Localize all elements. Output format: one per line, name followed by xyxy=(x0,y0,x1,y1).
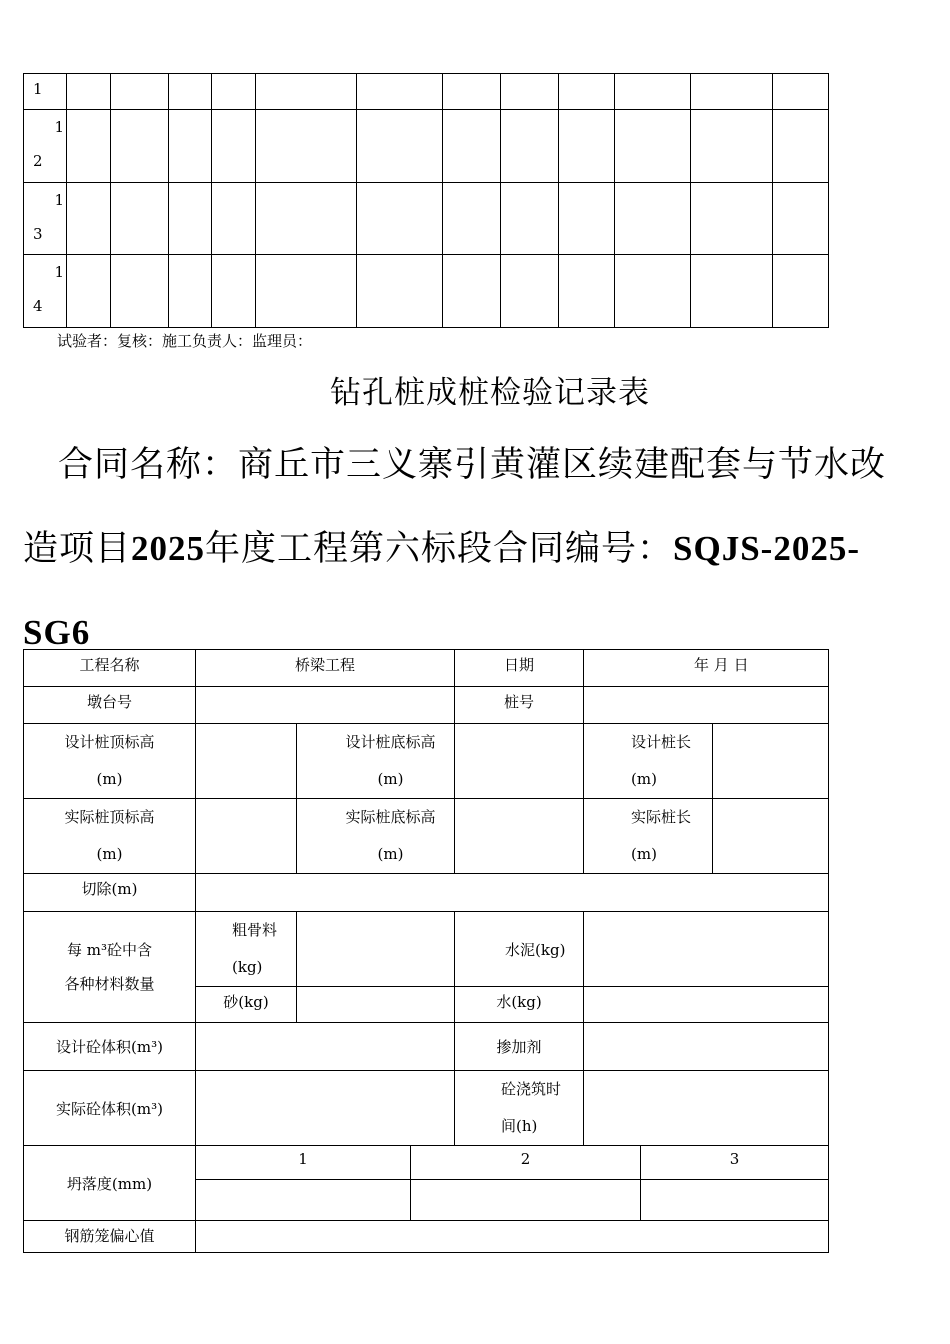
pier-label: 墩台号 xyxy=(24,687,196,724)
table-row xyxy=(24,799,829,874)
unit-text: (m) xyxy=(96,845,123,863)
grid-cell[interactable] xyxy=(691,74,773,110)
table-row xyxy=(24,724,829,799)
cage-label: 钢筋笼偏心值 xyxy=(24,1221,196,1253)
table-row xyxy=(24,183,829,255)
design-len-input[interactable] xyxy=(713,724,829,799)
slump-input-2[interactable] xyxy=(411,1180,641,1221)
grid-cell[interactable] xyxy=(357,183,443,255)
grid-cell[interactable] xyxy=(501,255,559,328)
table-row xyxy=(24,874,829,912)
grid-cell[interactable] xyxy=(773,183,829,255)
date-label: 日期 xyxy=(455,650,584,687)
cement-input[interactable] xyxy=(584,912,829,987)
grid-cell[interactable] xyxy=(501,74,559,110)
grid-cell[interactable] xyxy=(615,183,691,255)
table-row xyxy=(24,1146,829,1180)
row-number-part: 1 xyxy=(54,191,64,209)
label-text: 间(h) xyxy=(501,1117,538,1135)
cut-label: 切除(m) xyxy=(24,874,196,912)
label-text: 实际桩顶标高 xyxy=(64,808,155,826)
table-row xyxy=(24,912,829,987)
label-text: 砼浇筑时 xyxy=(501,1080,562,1098)
grid-cell[interactable] xyxy=(67,110,111,183)
grid-cell[interactable] xyxy=(169,183,212,255)
slump-col-1: 1 xyxy=(196,1146,411,1180)
grid-cell[interactable] xyxy=(357,255,443,328)
slump-input-3[interactable] xyxy=(641,1180,829,1221)
grid-cell[interactable] xyxy=(256,255,357,328)
grid-cell[interactable] xyxy=(357,74,443,110)
project-name-value[interactable]: 桥梁工程 xyxy=(196,650,455,687)
label-text: 设计桩长 xyxy=(631,733,692,751)
cement-label: 水泥(kg) xyxy=(455,912,584,987)
contract-info xyxy=(23,423,903,675)
pile-inspection-form xyxy=(23,649,829,1253)
grid-cell[interactable] xyxy=(773,255,829,328)
table-row xyxy=(24,687,829,724)
grid-cell[interactable] xyxy=(212,255,256,328)
actual-bottom-label xyxy=(297,799,455,874)
material-label xyxy=(24,912,196,1023)
design-bottom-label xyxy=(297,724,455,799)
grid-cell[interactable] xyxy=(773,110,829,183)
row-number-part: 1 xyxy=(54,118,64,136)
grid-cell[interactable] xyxy=(256,74,357,110)
grid-cell[interactable] xyxy=(443,110,501,183)
unit-text: (m) xyxy=(96,770,123,788)
grid-cell[interactable] xyxy=(773,74,829,110)
pour-time-label xyxy=(455,1071,584,1146)
actual-top-input[interactable] xyxy=(196,799,297,874)
cage-input[interactable] xyxy=(196,1221,829,1253)
design-bottom-input[interactable] xyxy=(455,724,584,799)
grid-cell[interactable] xyxy=(111,183,169,255)
grid-cell[interactable] xyxy=(256,110,357,183)
grid-cell[interactable] xyxy=(212,74,256,110)
water-label: 水(kg) xyxy=(455,987,584,1023)
grid-cell[interactable] xyxy=(615,74,691,110)
design-vol-label: 设计砼体积(m³) xyxy=(24,1023,196,1071)
coarse-label xyxy=(196,912,297,987)
grid-cell[interactable] xyxy=(111,74,169,110)
contract-text: 合同名称：商丘市三义寨引黄灌区续建配套与节水改造项目 xyxy=(23,445,887,569)
grid-cell[interactable] xyxy=(67,74,111,110)
row-number-part: 1 xyxy=(54,263,64,281)
label-text: 实际桩底标高 xyxy=(345,808,436,826)
design-top-input[interactable] xyxy=(196,724,297,799)
label-text: 实际桩长 xyxy=(631,808,692,826)
project-name-label: 工程名称 xyxy=(24,650,196,687)
coarse-input[interactable] xyxy=(297,912,455,987)
row-number: 1 xyxy=(33,80,43,98)
grid-cell[interactable] xyxy=(501,110,559,183)
slump-col-2: 2 xyxy=(411,1146,641,1180)
slump-input-1[interactable] xyxy=(196,1180,411,1221)
row-number: 3 xyxy=(33,225,43,243)
actual-len-input[interactable] xyxy=(713,799,829,874)
unit-text: (m) xyxy=(377,845,404,863)
sand-label: 砂(kg) xyxy=(196,987,297,1023)
grid-cell[interactable] xyxy=(443,255,501,328)
page-title: 钻孔桩成桩检验记录表 xyxy=(330,375,650,411)
grid-cell[interactable] xyxy=(559,110,615,183)
table-row xyxy=(24,74,829,110)
pile-no-input[interactable] xyxy=(584,687,829,724)
unit-text: (m) xyxy=(377,770,404,788)
row-index-cell xyxy=(24,74,67,110)
actual-vol-label: 实际砼体积(m³) xyxy=(24,1071,196,1146)
grid-cell[interactable] xyxy=(212,183,256,255)
table-row xyxy=(24,1023,829,1071)
table-row xyxy=(24,650,829,687)
grid-cell[interactable] xyxy=(615,110,691,183)
grid-cell[interactable] xyxy=(67,183,111,255)
contract-text-2: 年度工程第六标段合同编号： xyxy=(205,529,674,569)
table-row xyxy=(24,1221,829,1253)
slump-col-3: 3 xyxy=(641,1146,829,1180)
grid-cell[interactable] xyxy=(559,183,615,255)
label-text: 每 m³砼中含 xyxy=(66,941,152,959)
signoff-line: 试验者：复核：施工负责人：监理员： xyxy=(57,332,313,350)
unit-text: (kg) xyxy=(232,958,263,976)
grid-cell[interactable] xyxy=(111,110,169,183)
grid-cell[interactable] xyxy=(67,255,111,328)
grid-cell[interactable] xyxy=(559,255,615,328)
pile-no-label: 桩号 xyxy=(455,687,584,724)
grid-cell[interactable] xyxy=(691,183,773,255)
actual-len-label xyxy=(584,799,713,874)
grid-cell[interactable] xyxy=(169,110,212,183)
pour-time-input[interactable] xyxy=(584,1071,829,1146)
row-number: 4 xyxy=(33,297,43,315)
grid-cell[interactable] xyxy=(691,110,773,183)
actual-vol-input[interactable] xyxy=(196,1071,455,1146)
grid-cell[interactable] xyxy=(256,183,357,255)
water-input[interactable] xyxy=(584,987,829,1023)
design-top-label xyxy=(24,724,196,799)
admixture-label: 掺加剂 xyxy=(455,1023,584,1071)
grid-cell[interactable] xyxy=(443,183,501,255)
table-row xyxy=(24,110,829,183)
grid-cell[interactable] xyxy=(691,255,773,328)
grid-cell[interactable] xyxy=(615,255,691,328)
contract-code: SQJS-2025-SG6 xyxy=(23,529,860,652)
slump-label: 坍落度(mm) xyxy=(24,1146,196,1221)
label-text: 设计桩顶标高 xyxy=(64,733,155,751)
inspection-grid-table xyxy=(23,73,829,328)
grid-cell[interactable] xyxy=(443,74,501,110)
cut-input[interactable] xyxy=(196,874,829,912)
label-text: 各种材料数量 xyxy=(64,975,155,993)
grid-cell[interactable] xyxy=(559,74,615,110)
grid-cell[interactable] xyxy=(111,255,169,328)
label-text: 设计桩底标高 xyxy=(345,733,436,751)
pier-input[interactable] xyxy=(196,687,455,724)
label-text: 粗骨料 xyxy=(232,921,278,939)
table-row xyxy=(24,1071,829,1146)
table-row xyxy=(24,255,829,328)
admixture-input[interactable] xyxy=(584,1023,829,1071)
grid-cell[interactable] xyxy=(357,110,443,183)
unit-text: (m) xyxy=(631,845,657,863)
date-value[interactable]: 年 月 日 xyxy=(584,650,829,687)
design-vol-input[interactable] xyxy=(196,1023,455,1071)
grid-cell[interactable] xyxy=(501,183,559,255)
grid-cell[interactable] xyxy=(169,74,212,110)
sand-input[interactable] xyxy=(297,987,455,1023)
row-number: 2 xyxy=(33,152,43,170)
row-index-cell xyxy=(24,255,67,328)
actual-top-label xyxy=(24,799,196,874)
row-index-cell xyxy=(24,110,67,183)
grid-cell[interactable] xyxy=(212,110,256,183)
grid-cell[interactable] xyxy=(169,255,212,328)
contract-year: 2025 xyxy=(131,529,206,568)
unit-text: (m) xyxy=(631,770,657,788)
actual-bottom-input[interactable] xyxy=(455,799,584,874)
design-len-label xyxy=(584,724,713,799)
row-index-cell xyxy=(24,183,67,255)
